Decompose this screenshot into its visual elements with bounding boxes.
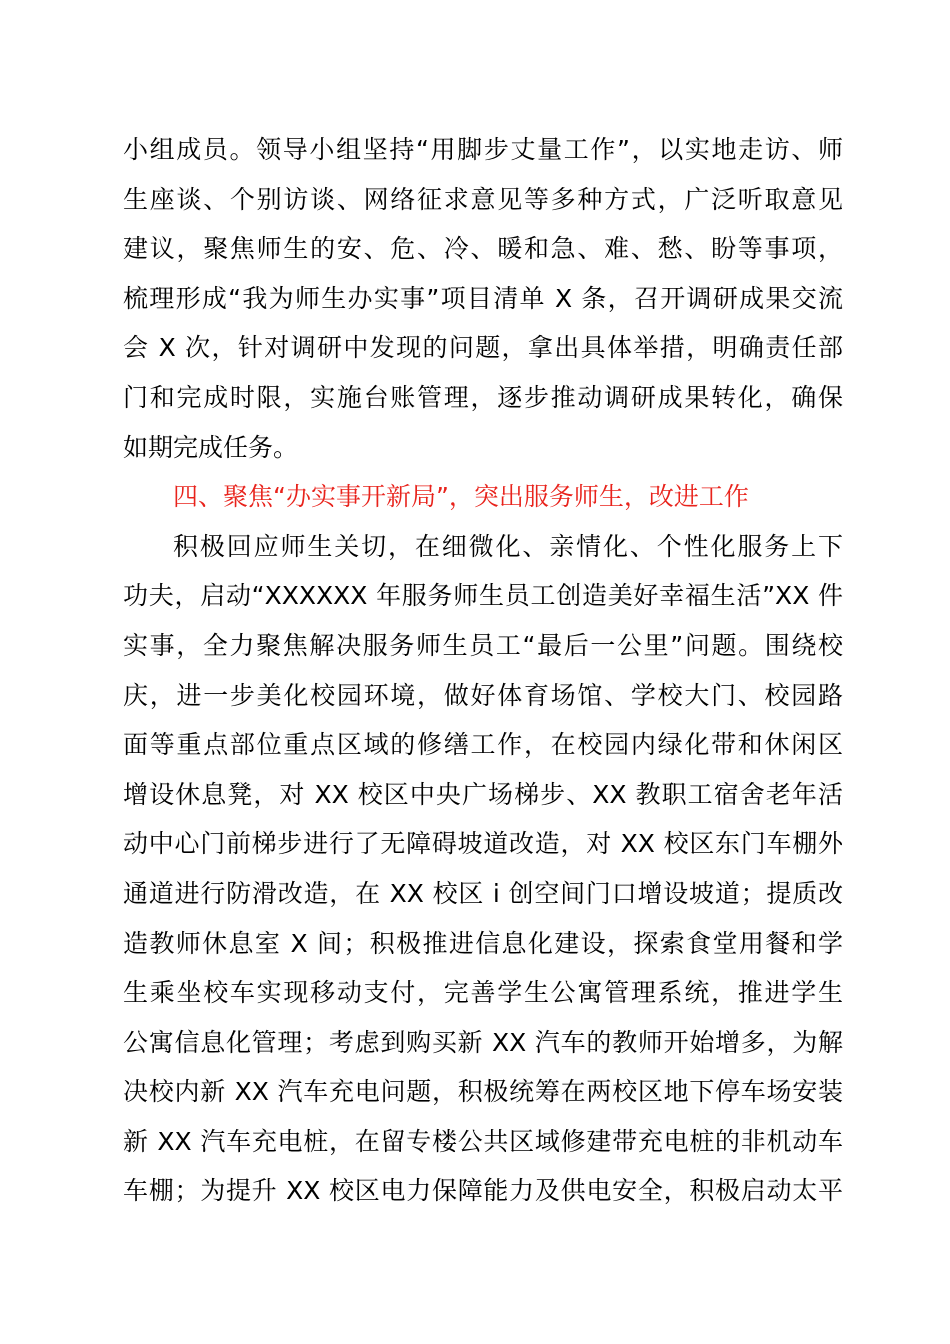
- text-line: 庆，进一步美化校园环境，做好体育场馆、学校大门、校园路: [123, 680, 843, 710]
- document-body: [123, 125, 843, 1216]
- text-line: 公寓信息化管理；考虑到购买新 XX 汽车的教师开始增多，为解: [123, 1027, 843, 1057]
- text-line: 积极回应师生关切，在细微化、亲情化、个性化服务上下: [173, 531, 843, 561]
- text-line: 决校内新 XX 汽车充电问题，积极统筹在两校区地下停车场安装: [123, 1077, 843, 1107]
- text-line: 如期完成任务。: [123, 432, 299, 462]
- text-line: 生乘坐校车实现移动支付，完善学生公寓管理系统，推进学生: [123, 978, 843, 1008]
- text-line: 面等重点部位重点区域的修缮工作，在校园内绿化带和休闲区: [123, 730, 843, 760]
- text-line: 动中心门前梯步进行了无障碍坡道改造，对 XX 校区东门车棚外: [123, 829, 843, 859]
- text-line: 建议，聚焦师生的安、危、冷、暖和急、难、愁、盼等事项，: [123, 234, 843, 264]
- text-line: 功夫，启动“XXXXXX 年服务师生员工创造美好幸福生活”XX 件: [123, 581, 843, 611]
- text-line: 小组成员。领导小组坚持“用脚步丈量工作”，以实地走访、师: [123, 135, 843, 164]
- text-line: 车棚；为提升 XX 校区电力保障能力及供电安全，积极启动太平: [123, 1176, 843, 1206]
- text-line: 实事，全力聚焦解决服务师生员工“最后一公里”问题。围绕校: [123, 630, 843, 660]
- text-line: 门和完成时限，实施台账管理，逐步推动调研成果转化，确保: [123, 382, 843, 412]
- text-line: 生座谈、个别访谈、网络征求意见等多种方式，广泛听取意见: [123, 184, 843, 214]
- text-line: 增设休息凳，对 XX 校区中央广场梯步、XX 教职工宿舍老年活: [123, 779, 843, 809]
- text-line: 会 X 次，针对调研中发现的问题，拿出具体举措，明确责任部: [123, 333, 843, 363]
- text-line: 梳理形成“我为师生办实事”项目清单 X 条，召开调研成果交流: [123, 283, 843, 313]
- text-line: 造教师休息室 X 间；积极推进信息化建设，探索食堂用餐和学: [123, 928, 843, 958]
- text-line: 通道进行防滑改造，在 XX 校区 i 创空间门口增设坡道；提质改: [123, 878, 843, 908]
- text-line: 新 XX 汽车充电桩，在留专楼公共区域修建带充电桩的非机动车: [123, 1126, 843, 1156]
- section-heading: 四、聚焦“办实事开新局”，突出服务师生，改进工作: [173, 482, 749, 512]
